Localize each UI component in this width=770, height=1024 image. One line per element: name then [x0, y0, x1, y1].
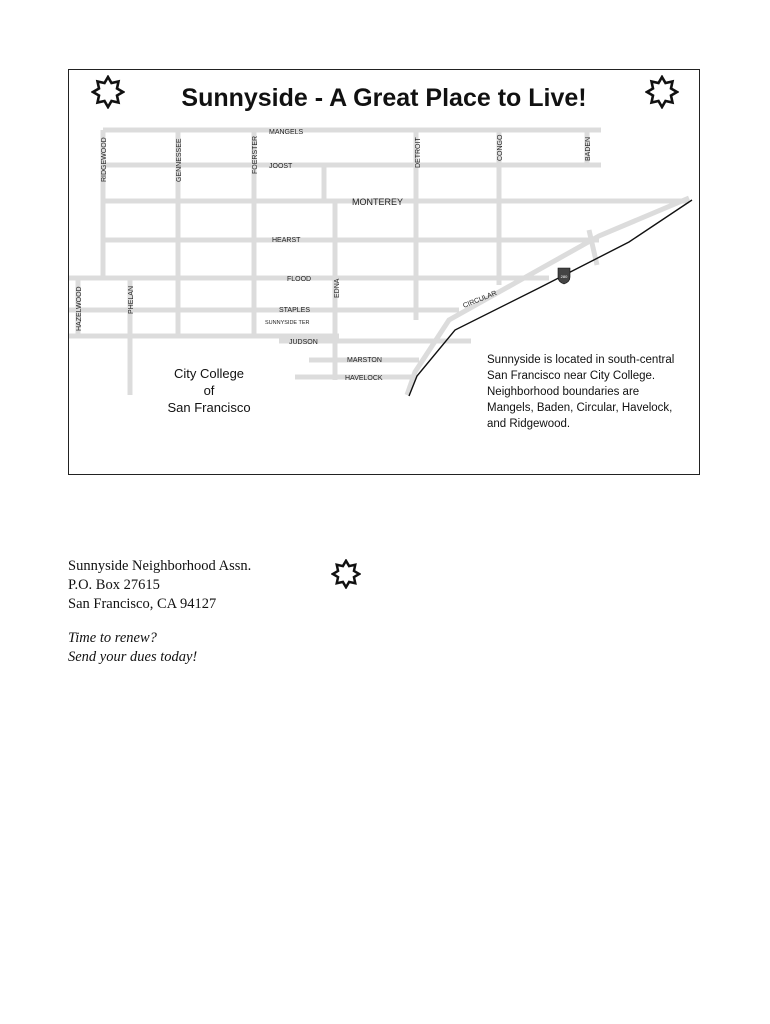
label-foerster: FOERSTER — [252, 135, 259, 174]
label-baden: BADEN — [585, 136, 592, 161]
label-ridgewood: RIDGEWOOD — [101, 137, 108, 182]
renewal-reminder: Time to renew? Send your dues today! — [68, 630, 198, 665]
label-judson: JUDSON — [289, 339, 318, 346]
sun-icon — [645, 75, 679, 109]
label-marston: MARSTON — [347, 357, 382, 364]
label-havelock: HAVELOCK — [345, 375, 383, 382]
label-staples: STAPLES — [279, 307, 310, 314]
map-title: Sunnyside - A Great Place to Live! — [181, 84, 587, 112]
sun-icon — [91, 75, 125, 109]
label-sunnyside-ter: SUNNYSIDE TER — [265, 320, 310, 326]
label-phelan: PHELAN — [128, 285, 135, 314]
mailing-address: Sunnyside Neighborhood Assn. P.O. Box 27615 San Francisco, CA 94127 — [68, 558, 252, 612]
label-joost: JOOST — [269, 163, 293, 170]
highway-shield-icon — [558, 268, 570, 284]
label-hearst: HEARST — [272, 237, 301, 244]
neighborhood-description: Sunnyside is located in south-central San Francisco near City College. Neighborhood boundaries are Mangels, Baden, Circular, Havelock, and Ridgewood. — [487, 354, 675, 430]
label-monterey: MONTEREY — [352, 197, 404, 207]
label-circular: CIRCULAR — [462, 289, 498, 310]
label-congo: CONGO — [497, 134, 504, 161]
label-mangels: MANGELS — [269, 129, 304, 136]
neighborhood-map — [68, 69, 700, 475]
svg-text:280: 280 — [560, 274, 568, 279]
label-edna: EDNA — [334, 278, 341, 298]
label-flood: FLOOD — [287, 276, 312, 283]
label-detroit: DETROIT — [415, 137, 422, 168]
college-label: City College of San Francisco — [167, 366, 251, 415]
sun-icon — [331, 559, 361, 589]
label-hazelwood: HAZELWOOD — [76, 286, 83, 331]
label-gennessee: GENNESSEE — [176, 138, 183, 182]
